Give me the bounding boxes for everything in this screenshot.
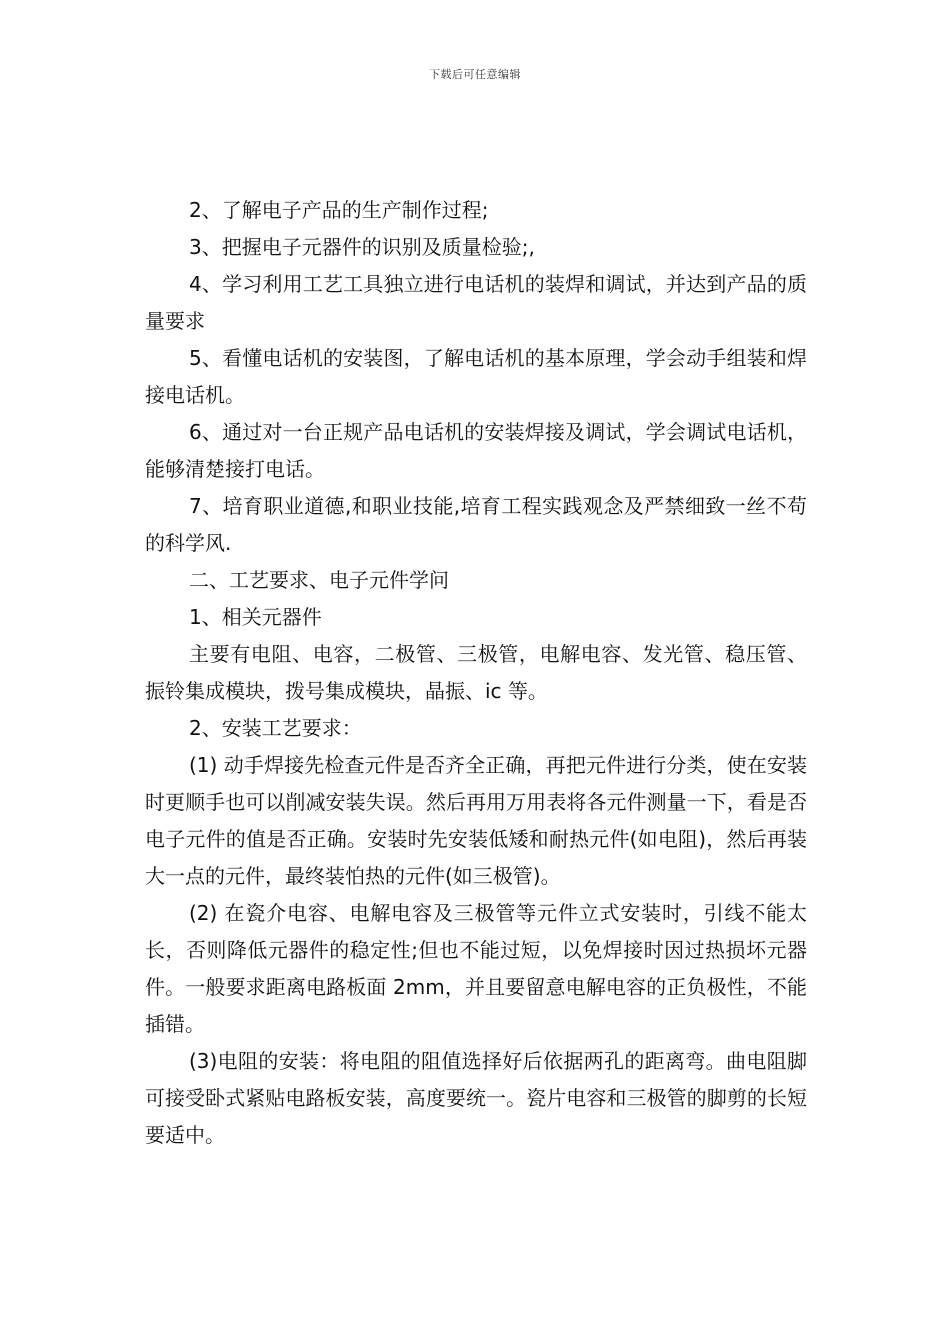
paragraph: 3、把握电子元器件的识别及质量检验;, (189, 235, 535, 259)
subsection-heading: 2、安装工艺要求： (189, 716, 362, 740)
document-body (145, 192, 807, 1154)
section-heading: 二、工艺要求、电子元件学问 (189, 568, 449, 592)
paragraph: 2、了解电子产品的生产制作过程; (189, 198, 489, 222)
paragraph: 4、学习利用工艺工具独立进行电话机的装焊和调试，并达到产品的质量要求 (145, 272, 807, 333)
paragraph: 6、通过对一台正规产品电话机的安装焊接及调试，学会调试电话机，能够清楚接打电话。 (145, 420, 807, 481)
page-header: 下载后可任意编辑 (429, 68, 521, 81)
paragraph: 5、看懂电话机的安装图，了解电话机的基本原理，学会动手组装和焊接电话机。 (145, 346, 807, 407)
paragraph: (1) 动手焊接先检查元件是否齐全正确，再把元件进行分类，使在安装时更顺手也可以削减安装失误。然后再用万用表将各元件测量一下，看是否电子元件的值是否正确。安装时先安装低矮和耐热元件(如电阻)，然后再装大一点的元件，最终装怕热的元件(如三极管)。 (145, 753, 807, 888)
paragraph: (2) 在瓷介电容、电解电容及三极管等元件立式安装时，引线不能太长，否则降低元器件的稳定性;但也不能过短，以免焊接时因过热损坏元器件。一般要求距离电路板面 2mm，并且要留意电解电容的正负极性，不能插错。 (145, 901, 807, 1036)
paragraph: (3)电阻的安装：将电阻的阻值选择好后依据两孔的距离弯。曲电阻脚可接受卧式紧贴电路板安装，高度要统一。瓷片电容和三极管的脚剪的长短要适中。 (145, 1049, 807, 1147)
paragraph: 主要有电阻、电容，二极管、三极管，电解电容、发光管、稳压管、振铃集成模块，拨号集成模块，晶振、ic 等。 (145, 642, 807, 703)
paragraph: 7、培育职业道德,和职业技能,培育工程实践观念及严禁细致一丝不苟的科学风. (145, 494, 807, 555)
subsection-heading: 1、相关元器件 (189, 605, 322, 629)
